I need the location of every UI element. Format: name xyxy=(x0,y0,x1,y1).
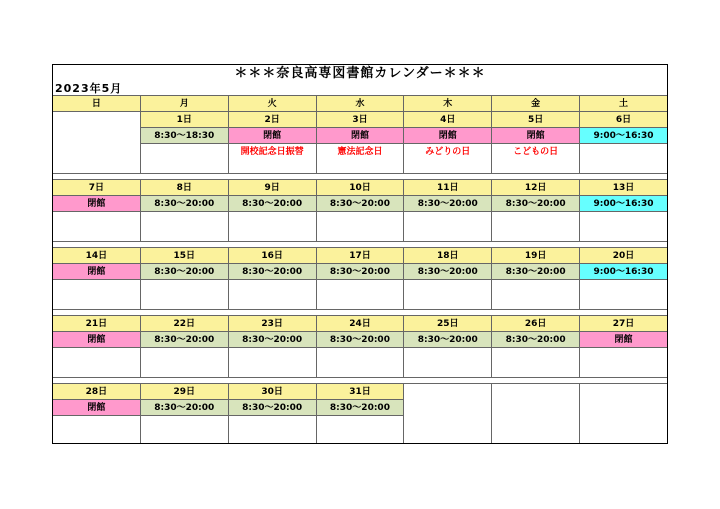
empty-day xyxy=(53,144,141,174)
day-date: 19日 xyxy=(492,248,580,264)
day-date: 17日 xyxy=(316,248,404,264)
day-date: 12日 xyxy=(492,180,580,196)
day-date: 15日 xyxy=(140,248,228,264)
day-hours: 8:30～20:00 xyxy=(228,332,316,348)
day-hours: 8:30～20:00 xyxy=(316,332,404,348)
day-date: 22日 xyxy=(140,316,228,332)
week-date-row xyxy=(53,112,668,128)
day-note xyxy=(140,144,228,174)
weekday-header-row xyxy=(53,96,668,112)
day-hours: 8:30～20:00 xyxy=(404,264,492,280)
day-date: 8日 xyxy=(140,180,228,196)
day-note xyxy=(316,144,404,174)
day-note xyxy=(228,416,316,445)
day-date: 29日 xyxy=(140,384,228,400)
day-note xyxy=(228,280,316,310)
day-date: 1日 xyxy=(140,112,228,128)
day-hours: 閉館 xyxy=(53,400,141,416)
day-hours: 閉館 xyxy=(53,196,141,212)
week-hours-row xyxy=(53,400,668,416)
day-note xyxy=(492,280,580,310)
day-hours: 9:00～16:30 xyxy=(580,128,668,144)
day-note xyxy=(580,348,668,378)
day-note xyxy=(140,416,228,445)
day-hours: 8:30～20:00 xyxy=(228,400,316,416)
day-hours: 9:00～16:30 xyxy=(580,196,668,212)
empty-day xyxy=(404,384,492,400)
week-note-row xyxy=(53,416,668,445)
day-note xyxy=(228,144,316,174)
week-note-row xyxy=(53,348,668,378)
day-date: 27日 xyxy=(580,316,668,332)
day-note xyxy=(316,280,404,310)
day-date: 11日 xyxy=(404,180,492,196)
week-date-row xyxy=(53,384,668,400)
day-hours: 8:30～20:00 xyxy=(316,196,404,212)
day-hours: 閉館 xyxy=(228,128,316,144)
holiday-note: こどもの日 xyxy=(513,147,559,157)
day-date: 30日 xyxy=(228,384,316,400)
day-hours: 閉館 xyxy=(53,264,141,280)
day-date: 13日 xyxy=(580,180,668,196)
empty-day xyxy=(53,112,141,128)
day-date: 5日 xyxy=(492,112,580,128)
day-date: 14日 xyxy=(53,248,141,264)
day-note xyxy=(140,212,228,242)
day-note xyxy=(53,212,141,242)
day-date: 25日 xyxy=(404,316,492,332)
empty-day xyxy=(404,416,492,445)
day-hours: 8:30～18:30 xyxy=(140,128,228,144)
day-note xyxy=(492,348,580,378)
day-note xyxy=(140,348,228,378)
week-hours-row xyxy=(53,332,668,348)
weekday-header: 日 xyxy=(53,96,141,112)
day-note xyxy=(53,280,141,310)
calendar-grid xyxy=(52,95,668,444)
day-date: 7日 xyxy=(53,180,141,196)
day-date: 20日 xyxy=(580,248,668,264)
day-note xyxy=(580,212,668,242)
day-note xyxy=(580,144,668,174)
day-hours: 8:30～20:00 xyxy=(492,332,580,348)
day-date: 6日 xyxy=(580,112,668,128)
day-date: 26日 xyxy=(492,316,580,332)
empty-day xyxy=(492,416,580,445)
day-date: 9日 xyxy=(228,180,316,196)
day-note xyxy=(53,416,141,445)
weekday-header: 水 xyxy=(316,96,404,112)
day-note xyxy=(492,144,580,174)
week-date-row xyxy=(53,180,668,196)
empty-day xyxy=(492,400,580,416)
day-hours: 閉館 xyxy=(492,128,580,144)
day-hours: 8:30～20:00 xyxy=(228,264,316,280)
empty-day xyxy=(492,384,580,400)
day-note xyxy=(53,348,141,378)
day-note xyxy=(316,212,404,242)
holiday-note: 憲法記念日 xyxy=(337,147,383,157)
day-date: 16日 xyxy=(228,248,316,264)
day-date: 21日 xyxy=(53,316,141,332)
day-note xyxy=(404,280,492,310)
day-hours: 8:30～20:00 xyxy=(404,196,492,212)
week-note-row xyxy=(53,280,668,310)
year-month-label: 2023年5月 xyxy=(55,82,123,95)
day-hours: 8:30～20:00 xyxy=(316,400,404,416)
day-hours: 閉館 xyxy=(53,332,141,348)
day-hours: 8:30～20:00 xyxy=(492,196,580,212)
week-note-row xyxy=(53,144,668,174)
calendar-sheet xyxy=(52,64,668,444)
day-note xyxy=(404,212,492,242)
day-note xyxy=(228,212,316,242)
empty-day xyxy=(580,400,668,416)
day-hours: 8:30～20:00 xyxy=(140,196,228,212)
day-date: 28日 xyxy=(53,384,141,400)
week-hours-row xyxy=(53,264,668,280)
week-hours-row xyxy=(53,128,668,144)
day-hours: 8:30～20:00 xyxy=(140,400,228,416)
calendar-title: ＊＊＊奈良高専図書館カレンダー＊＊＊ xyxy=(234,66,486,81)
weekday-header: 土 xyxy=(580,96,668,112)
day-note xyxy=(140,280,228,310)
weekday-header: 火 xyxy=(228,96,316,112)
day-date: 23日 xyxy=(228,316,316,332)
empty-day xyxy=(580,416,668,445)
day-hours: 閉館 xyxy=(316,128,404,144)
day-date: 10日 xyxy=(316,180,404,196)
day-date: 31日 xyxy=(316,384,404,400)
weekday-header: 金 xyxy=(492,96,580,112)
day-date: 18日 xyxy=(404,248,492,264)
empty-day xyxy=(580,384,668,400)
day-hours: 8:30～20:00 xyxy=(316,264,404,280)
day-note xyxy=(316,348,404,378)
day-hours: 閉館 xyxy=(404,128,492,144)
day-date: 3日 xyxy=(316,112,404,128)
day-date: 4日 xyxy=(404,112,492,128)
week-date-row xyxy=(53,316,668,332)
day-note xyxy=(492,212,580,242)
weekday-header: 月 xyxy=(140,96,228,112)
empty-day xyxy=(53,128,141,144)
empty-day xyxy=(404,400,492,416)
day-hours: 8:30～20:00 xyxy=(492,264,580,280)
day-hours: 8:30～20:00 xyxy=(404,332,492,348)
weekday-header: 木 xyxy=(404,96,492,112)
holiday-note: みどりの日 xyxy=(425,147,471,157)
week-hours-row xyxy=(53,196,668,212)
day-hours: 9:00～16:30 xyxy=(580,264,668,280)
day-note xyxy=(404,144,492,174)
week-note-row xyxy=(53,212,668,242)
day-date: 24日 xyxy=(316,316,404,332)
day-note xyxy=(228,348,316,378)
day-hours: 8:30～20:00 xyxy=(140,264,228,280)
day-note xyxy=(404,348,492,378)
day-hours: 8:30～20:00 xyxy=(140,332,228,348)
day-hours: 閉館 xyxy=(580,332,668,348)
holiday-note: 開校記念日振替 xyxy=(240,147,304,157)
day-note xyxy=(316,416,404,445)
day-hours: 8:30～20:00 xyxy=(228,196,316,212)
day-note xyxy=(580,280,668,310)
day-date: 2日 xyxy=(228,112,316,128)
week-date-row xyxy=(53,248,668,264)
